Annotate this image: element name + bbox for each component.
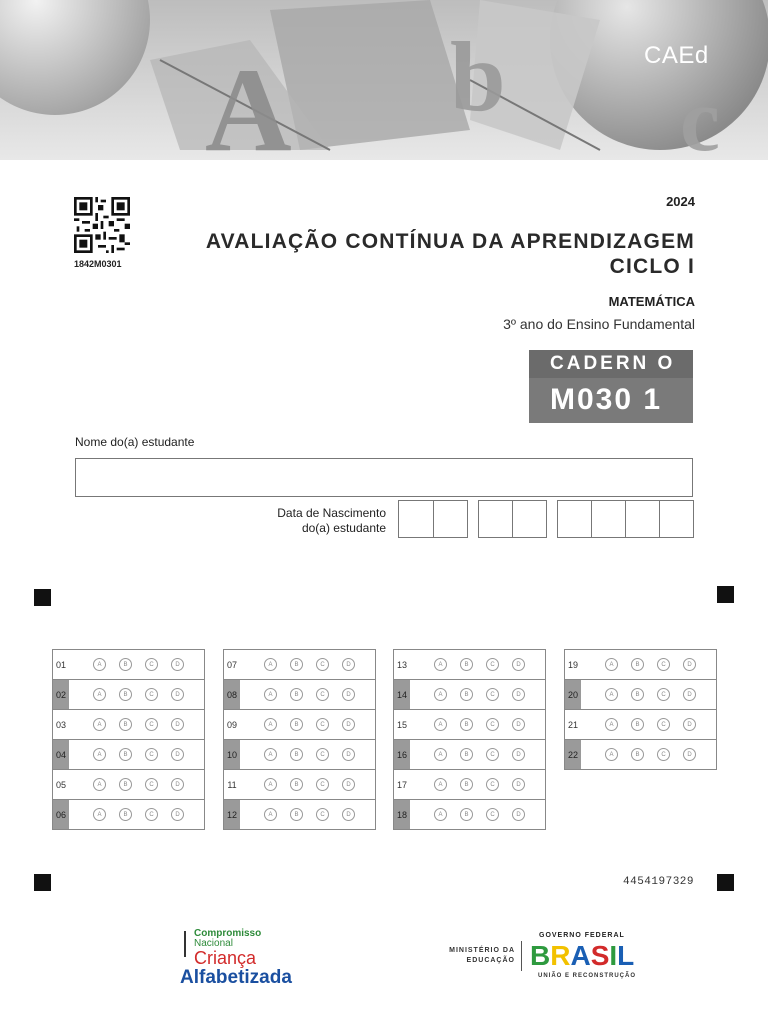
answer-bubble-b[interactable]: B <box>290 748 303 761</box>
answer-bubble-d[interactable]: D <box>171 778 184 791</box>
answer-bubble-a[interactable]: A <box>605 658 618 671</box>
answer-bubble-a[interactable]: A <box>264 718 277 731</box>
caderno-code: M030 1 <box>550 383 663 416</box>
answer-row <box>224 770 375 800</box>
answer-bubble-b[interactable]: B <box>119 778 132 791</box>
answer-bubble-c[interactable]: C <box>145 718 158 731</box>
answer-bubble-c[interactable]: C <box>316 778 329 791</box>
question-number: 03 <box>55 719 66 730</box>
answer-bubble-d[interactable]: D <box>512 748 525 761</box>
question-number: 08 <box>224 680 240 709</box>
answer-bubble-d[interactable]: D <box>342 718 355 731</box>
answer-bubble-a[interactable]: A <box>93 658 106 671</box>
page-title <box>206 229 695 279</box>
qr-code-id: 1842M0301 <box>74 259 122 269</box>
answer-bubble-d[interactable]: D <box>171 658 184 671</box>
answer-row <box>53 740 204 770</box>
answer-bubble-c[interactable]: C <box>657 718 670 731</box>
question-number: 17 <box>396 779 407 790</box>
answer-bubble-c[interactable]: C <box>486 688 499 701</box>
question-number: 22 <box>565 740 581 769</box>
answer-bubble-c[interactable]: C <box>316 688 329 701</box>
question-number: 02 <box>53 680 69 709</box>
dob-year-field[interactable] <box>557 500 694 538</box>
year: 2024 <box>666 194 695 209</box>
answer-row <box>394 800 545 829</box>
title-line-2: CICLO I <box>609 255 695 278</box>
answer-row <box>53 770 204 800</box>
answer-row <box>394 710 545 740</box>
answer-bubble-a[interactable]: A <box>605 748 618 761</box>
answer-bubble-c[interactable]: C <box>145 658 158 671</box>
answer-row <box>53 710 204 740</box>
answer-bubble-d[interactable]: D <box>171 808 184 821</box>
answer-bubble-b[interactable]: B <box>119 748 132 761</box>
caderno-label: CADERN O <box>550 353 676 374</box>
subject: MATEMÁTICA <box>608 294 695 309</box>
answer-bubble-d[interactable]: D <box>683 658 696 671</box>
answer-bubble-b[interactable]: B <box>460 748 473 761</box>
answer-bubble-b[interactable]: B <box>460 718 473 731</box>
question-number: 14 <box>394 680 410 709</box>
answer-bubble-c[interactable]: C <box>486 778 499 791</box>
question-number: 05 <box>55 779 66 790</box>
answer-bubble-a[interactable]: A <box>605 688 618 701</box>
answer-bubble-a[interactable]: A <box>264 688 277 701</box>
answer-grid-column <box>393 649 546 830</box>
answer-row <box>565 680 716 710</box>
registration-mark <box>34 589 51 606</box>
answer-bubble-c[interactable]: C <box>657 658 670 671</box>
answer-bubble-a[interactable]: A <box>434 658 447 671</box>
question-number: 13 <box>396 659 407 670</box>
answer-bubble-c[interactable]: C <box>486 718 499 731</box>
question-number: 09 <box>226 719 237 730</box>
answer-bubble-d[interactable]: D <box>512 658 525 671</box>
answer-bubble-b[interactable]: B <box>631 688 644 701</box>
answer-bubble-a[interactable]: A <box>605 718 618 731</box>
answer-row <box>565 740 716 769</box>
answer-bubble-b[interactable]: B <box>119 658 132 671</box>
title-line-1: AVALIAÇÃO CONTÍNUA DA APRENDIZAGEM <box>205 230 695 253</box>
answer-bubble-c[interactable]: C <box>486 658 499 671</box>
dob-label: Data de Nascimento do(a) estudante <box>277 506 386 535</box>
answer-bubble-c[interactable]: C <box>316 658 329 671</box>
name-label: Nome do(a) estudante <box>75 435 195 449</box>
answer-bubble-a[interactable]: A <box>264 808 277 821</box>
question-number: 21 <box>567 719 578 730</box>
svg-text:b: b <box>450 21 506 132</box>
answer-row <box>394 680 545 710</box>
answer-row <box>224 650 375 680</box>
svg-text:c: c <box>680 71 720 160</box>
answer-bubble-d[interactable]: D <box>171 748 184 761</box>
answer-row <box>224 740 375 770</box>
registration-mark <box>34 874 51 891</box>
answer-bubble-b[interactable]: B <box>290 718 303 731</box>
gov-slogan: UNIÃO E RECONSTRUÇÃO <box>538 973 637 979</box>
answer-bubble-b[interactable]: B <box>290 688 303 701</box>
answer-bubble-b[interactable]: B <box>119 718 132 731</box>
dob-month-field[interactable] <box>478 500 547 538</box>
grade: 3º ano do Ensino Fundamental <box>503 316 695 332</box>
answer-bubble-a[interactable]: A <box>93 778 106 791</box>
answer-bubble-b[interactable]: B <box>460 808 473 821</box>
answer-bubble-d[interactable]: D <box>171 688 184 701</box>
answer-bubble-c[interactable]: C <box>145 778 158 791</box>
answer-row <box>394 650 545 680</box>
answer-bubble-a[interactable]: A <box>434 688 447 701</box>
answer-bubble-c[interactable]: C <box>316 748 329 761</box>
question-number: 04 <box>53 740 69 769</box>
answer-bubble-d[interactable]: D <box>171 718 184 731</box>
answer-bubble-c[interactable]: C <box>145 748 158 761</box>
answer-bubble-b[interactable]: B <box>290 808 303 821</box>
answer-bubble-b[interactable]: B <box>119 688 132 701</box>
dob-day-field[interactable] <box>398 500 468 538</box>
answer-bubble-c[interactable]: C <box>657 688 670 701</box>
answer-bubble-d[interactable]: D <box>342 688 355 701</box>
answer-bubble-d[interactable]: D <box>342 748 355 761</box>
question-number: 07 <box>226 659 237 670</box>
answer-bubble-b[interactable]: B <box>631 658 644 671</box>
answer-bubble-d[interactable]: D <box>342 658 355 671</box>
answer-bubble-a[interactable]: A <box>93 688 106 701</box>
answer-bubble-a[interactable]: A <box>434 808 447 821</box>
answer-bubble-c[interactable]: C <box>316 718 329 731</box>
answer-row <box>394 740 545 770</box>
answer-bubble-a[interactable]: A <box>93 748 106 761</box>
answer-grid-column <box>52 649 205 830</box>
registration-mark <box>717 586 734 603</box>
answer-bubble-b[interactable]: B <box>631 748 644 761</box>
answer-bubble-d[interactable]: D <box>512 808 525 821</box>
question-number: 12 <box>224 800 240 829</box>
answer-row <box>53 800 204 829</box>
answer-bubble-b[interactable]: B <box>290 658 303 671</box>
answer-grid-column <box>223 649 376 830</box>
answer-bubble-a[interactable]: A <box>434 778 447 791</box>
answer-bubble-a[interactable]: A <box>93 718 106 731</box>
registration-mark <box>717 874 734 891</box>
qr-code-icon <box>74 197 130 253</box>
answer-bubble-b[interactable]: B <box>119 808 132 821</box>
serial-number: 4454197329 <box>623 876 695 888</box>
brasil-logo: BRASIL <box>530 940 635 971</box>
answer-row <box>565 710 716 740</box>
answer-bubble-c[interactable]: C <box>657 748 670 761</box>
question-number: 19 <box>567 659 578 670</box>
answer-bubble-b[interactable]: B <box>460 778 473 791</box>
answer-bubble-a[interactable]: A <box>434 748 447 761</box>
banner-artwork <box>0 0 768 160</box>
answer-bubble-a[interactable]: A <box>264 748 277 761</box>
answer-bubble-d[interactable]: D <box>683 748 696 761</box>
answer-bubble-c[interactable]: C <box>145 688 158 701</box>
answer-row <box>53 650 204 680</box>
answer-bubble-a[interactable]: A <box>93 808 106 821</box>
svg-text:A: A <box>205 43 292 160</box>
answer-bubble-d[interactable]: D <box>342 778 355 791</box>
header-banner <box>0 0 768 160</box>
answer-row <box>224 680 375 710</box>
question-number: 06 <box>53 800 69 829</box>
answer-bubble-d[interactable]: D <box>683 718 696 731</box>
answer-bubble-a[interactable]: A <box>434 718 447 731</box>
answer-grid-column <box>564 649 717 770</box>
answer-bubble-c[interactable]: C <box>486 808 499 821</box>
answer-row <box>224 710 375 740</box>
ministry-logo: MINISTÉRIO DA EDUCAÇÃO <box>449 947 515 964</box>
gov-federal-label: GOVERNO FEDERAL <box>539 932 625 939</box>
answer-bubble-d[interactable]: D <box>342 808 355 821</box>
answer-row <box>224 800 375 829</box>
question-number: 18 <box>394 800 410 829</box>
answer-bubble-c[interactable]: C <box>145 808 158 821</box>
caderno-badge <box>529 350 693 423</box>
caed-logo: CAEd <box>644 42 709 69</box>
answer-bubble-b[interactable]: B <box>460 658 473 671</box>
answer-bubble-a[interactable]: A <box>264 658 277 671</box>
answer-bubble-c[interactable]: C <box>316 808 329 821</box>
student-name-field[interactable] <box>75 458 693 497</box>
answer-row <box>394 770 545 800</box>
question-number: 11 <box>227 779 237 790</box>
question-number: 20 <box>565 680 581 709</box>
answer-bubble-c[interactable]: C <box>486 748 499 761</box>
answer-bubble-a[interactable]: A <box>264 778 277 791</box>
answer-bubble-d[interactable]: D <box>512 778 525 791</box>
question-number: 10 <box>224 740 240 769</box>
answer-bubble-d[interactable]: D <box>512 718 525 731</box>
question-number: 16 <box>394 740 410 769</box>
answer-row <box>565 650 716 680</box>
answer-bubble-d[interactable]: D <box>683 688 696 701</box>
question-number: 15 <box>396 719 407 730</box>
answer-bubble-b[interactable]: B <box>290 778 303 791</box>
question-number: 01 <box>55 659 66 670</box>
answer-bubble-b[interactable]: B <box>460 688 473 701</box>
answer-bubble-d[interactable]: D <box>512 688 525 701</box>
answer-bubble-b[interactable]: B <box>631 718 644 731</box>
answer-row <box>53 680 204 710</box>
